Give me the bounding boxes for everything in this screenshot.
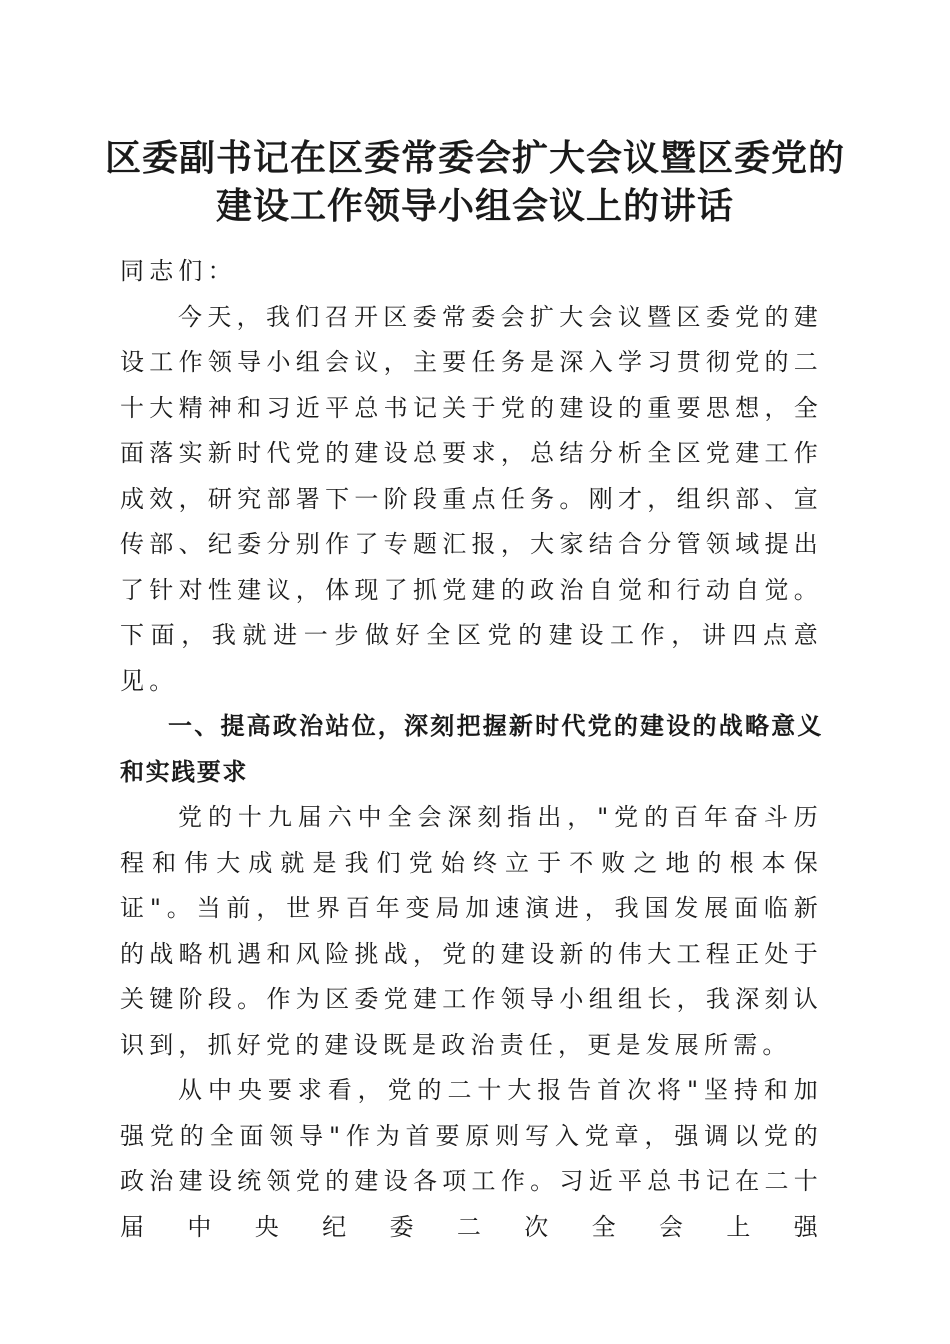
title-line-2: 建设工作领导小组会议上的讲话 — [215, 185, 734, 227]
document-body — [120, 249, 823, 1250]
paragraph-2: 从中央要求看，党的二十大报告首次将"坚持和加强党的全面领导"作为首要原则写入党章，强调以党的政治建设统领党的建设各项工作。习近平总书记在二十届中央纪委二次全会上强 — [120, 1076, 823, 1241]
document-title — [100, 134, 850, 230]
paragraph-1: 党的十九届六中全会深刻指出，"党的百年奋斗历程和伟大成就是我们党始终立于不败之地的根本保证"。当前，世界百年变局加速演进，我国发展面临新的战略机遇和风险挑战，党的建设新的伟大工程正处于关键阶段。作为区委党建工作领导小组组长，我深刻认识到，抓好党的建设既是政治责任，更是发展所需。 — [120, 803, 823, 1059]
title-line-1: 区委副书记在区委常委会扩大会议暨区委党的 — [104, 137, 845, 179]
paragraph-intro: 今天，我们召开区委常委会扩大会议暨区委党的建设工作领导小组会议，主要任务是深入学习贯彻党的二十大精神和习近平总书记关于党的建设的重要思想，全面落实新时代党的建设总要求，总结分析全区党建工作成效，研究部署下一阶段重点任务。刚才，组织部、宣传部、纪委分别作了专题汇报，大家结合分管领域提出了针对性建议，体现了抓党建的政治自觉和行动自觉。下面，我就进一步做好全区党的建设工作，讲四点意见。 — [120, 302, 823, 695]
salutation: 同志们： — [120, 257, 237, 285]
section-heading: 一、提高政治站位，深刻把握新时代党的建设的战略意义和实践要求 — [120, 712, 823, 786]
